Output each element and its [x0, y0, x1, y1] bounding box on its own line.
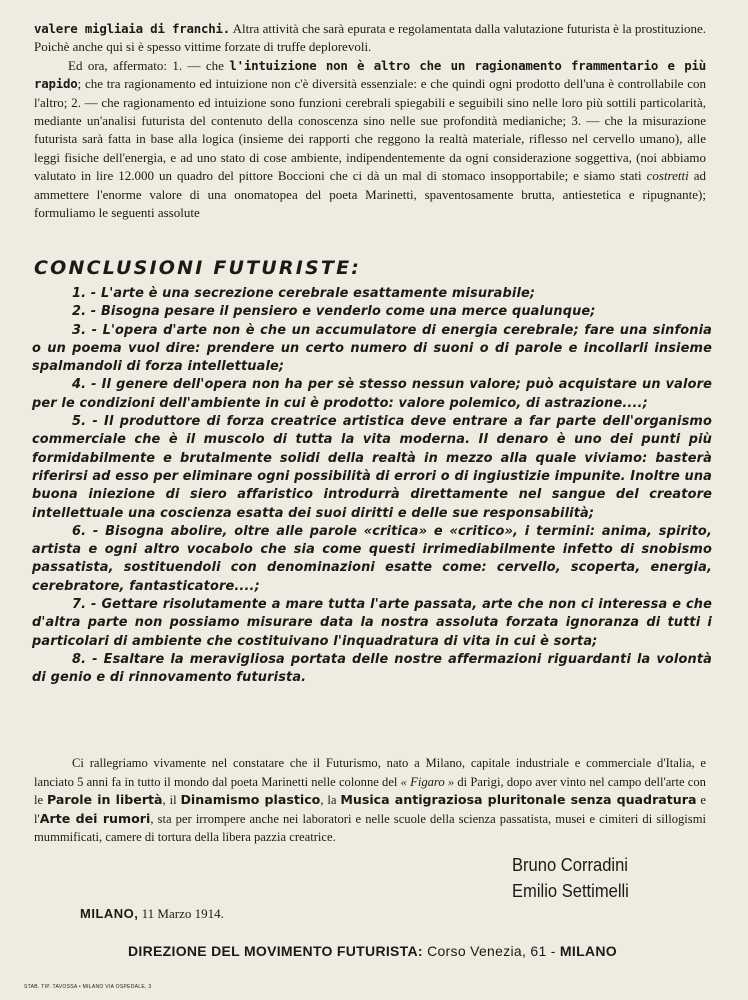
closing-bold-phrase: Dinamismo plastico [180, 792, 321, 808]
printer-imprint: STAB. TIP. TAVOSSA • MILANO VIA OSPEDALE, 3 [24, 984, 152, 990]
closing-text-run: , sta per irrompere anche nei laboratori e nelle scuole della scienza passatista, musei e cimiteri di sillogismi mummificati, camere di tortura della libera pazzia creatrice. [34, 811, 706, 845]
conclusions-list [32, 285, 712, 688]
intuition-bold-phrase: l'intuizione non è altro che un ragionamento frammentario e più rapido [34, 57, 706, 92]
signature-name: Bruno Corradini [512, 855, 628, 875]
italic-word: costretti [646, 168, 689, 184]
conclusion-item: 8. - Esaltare la meravigliosa portata delle nostre affermazioni riguardanti la volontà di genio e di rinnovamento futurista. [32, 651, 712, 686]
date: 11 Marzo 1914. [138, 906, 224, 921]
signature-name: Emilio Settimelli [512, 881, 629, 901]
figaro-italic: « Figaro » [400, 774, 455, 789]
intro-text-run: Ed ora, affermato: 1. — che [68, 57, 230, 73]
conclusions-heading: CONCLUSIONI FUTURISTE: [34, 257, 362, 279]
closing-text-run: , il [162, 793, 181, 808]
closing-text-run: e l' [34, 793, 706, 826]
intro-paragraph-2 [34, 57, 706, 223]
closing-text [34, 754, 706, 847]
direction-city: MILANO [559, 943, 617, 959]
conclusion-item: 1. - L'arte è una secrezione cerebrale esattamente misurabile; [72, 286, 536, 301]
direction-address: Corso Venezia, 61 - [422, 943, 560, 959]
intro-paragraph-1 [34, 20, 706, 57]
closing-text-run: di Parigi, dopo aver vinto nel campo dell'arte con le [34, 774, 706, 808]
intro-text-run: Altra attività che sarà epurata e regolamentata dalla valutazione futurista è la prostituzione. Poichè anche qui si è spesso vittime forzate di truffe deplorevoli. [34, 21, 706, 55]
conclusion-item: 3. - L'opera d'arte non è che un accumulatore di energia cerebrale; fare una sinfonia o un poema vuol dire: prendere un certo numero di suoni o di parole e incollarli insieme spalmandoli di forza intellettuale; [32, 322, 712, 375]
intro-text [34, 20, 706, 222]
closing-text-run: , la [320, 793, 341, 808]
direction-label: DIREZIONE DEL MOVIMENTO FUTURISTA: [128, 943, 423, 959]
conclusion-item: 4. - Il genere dell'opera non ha per sè stesso nessun valore; può acquistare un valore per le condizioni dell'ambiente in cui è prodotto: valore polemico, di astrazione....; [32, 377, 712, 411]
intro-text-run: ; che tra ragionamento ed intuizione non c'è diversità essenziale: e che quindi ogni prodotto dell'una è controllabile con l'altro; 2. — che ragionamento ed intuizione sono funzioni cerebrali spiegabili e seguibili sino nelle loro più sottili particolarità, mediante un'analisi futurista del contenuto della conoscenza sino nelle sue profondità medianiche; 3. — che la misurazione futurista sarà fatta in base alla logica (insieme dei rapporti che reggono la realtà materiale, riflesso nel cervello umano), alle leggi fisiche dell'energia, e ad uno stato di cose ambiente, indipendentemente da ogni considerazione soggettiva, (noi abbiamo valutato in lire 12.000 un quadro del pittore Boccioni che ci dà un mal di stomaco insopportabile; e siamo stati [34, 76, 706, 184]
conclusion-item: 5. - Il produttore di forza creatrice artistica deve entrare a far parte dell'organismo commerciale che è il muscolo di tutta la vita moderna. Il denaro è uno dei punti più formidabilmente e brutalmente solidi della realtà in mezzo alla quale viviamo: basterà riferirsi ad esso per eliminare ogni possibilità di errori o di ingiustizie impunite. Inoltre una buona iniezione di siero affaristico introdurrà direttamente nel sangue del creatore intellettuale una coscienza esatta dei suoi diritti e delle sue responsabilità; [32, 414, 712, 521]
conclusion-item: 2. - Bisogna pesare il pensiero e venderlo come una merce qualunque; [72, 304, 596, 320]
place-city: MILANO, [80, 906, 139, 921]
closing-bold-phrase: Parole in libertà [46, 792, 163, 808]
closing-bold-phrase: Musica antigraziosa pluritonale senza quadratura [340, 792, 697, 808]
direction-line [128, 943, 617, 959]
intro-bold-phrase: valere migliaia di franchi. [34, 21, 231, 36]
closing-text-run: Ci rallegriamo vivamente nel constatare che il Futurismo, nato a Milano, capitale industriale e commerciale d'Italia, e lanciato 5 anni fa in tutto il mondo dal poeta Marinetti nelle colonne del [34, 756, 706, 789]
closing-bold-phrase: Arte dei rumori [39, 810, 151, 826]
conclusion-item: 6. - Bisogna abolire, oltre alle parole «critica» e «critico», i termini: anima, spirito, artista e ogni altro vocabolo che sia come questi irrimediabilmente infetto di snobismo passatista, sostituendoli con denominazioni esatte come: cervello, scoperta, energia, cerebratore, fantasticatore....; [32, 523, 712, 594]
conclusion-item: 7. - Gettare risolutamente a mare tutta l'arte passata, arte che non ci interessa e che d'altra parte non possiamo misurare data la nostra assoluta forzata ignoranza di tutti i particolari di ambiente che costituivano l'inquadratura di vita in cui è sorta; [32, 597, 712, 649]
intro-text-run: ad ammettere l'enorme valore di una onomatopea del poeta Marinetti, spaventosamente brutta, antiestetica e ripugnante); formuliamo le seguenti assolute [34, 168, 706, 221]
closing-paragraph [34, 754, 706, 847]
signatures [512, 852, 629, 904]
place-date [80, 906, 224, 922]
